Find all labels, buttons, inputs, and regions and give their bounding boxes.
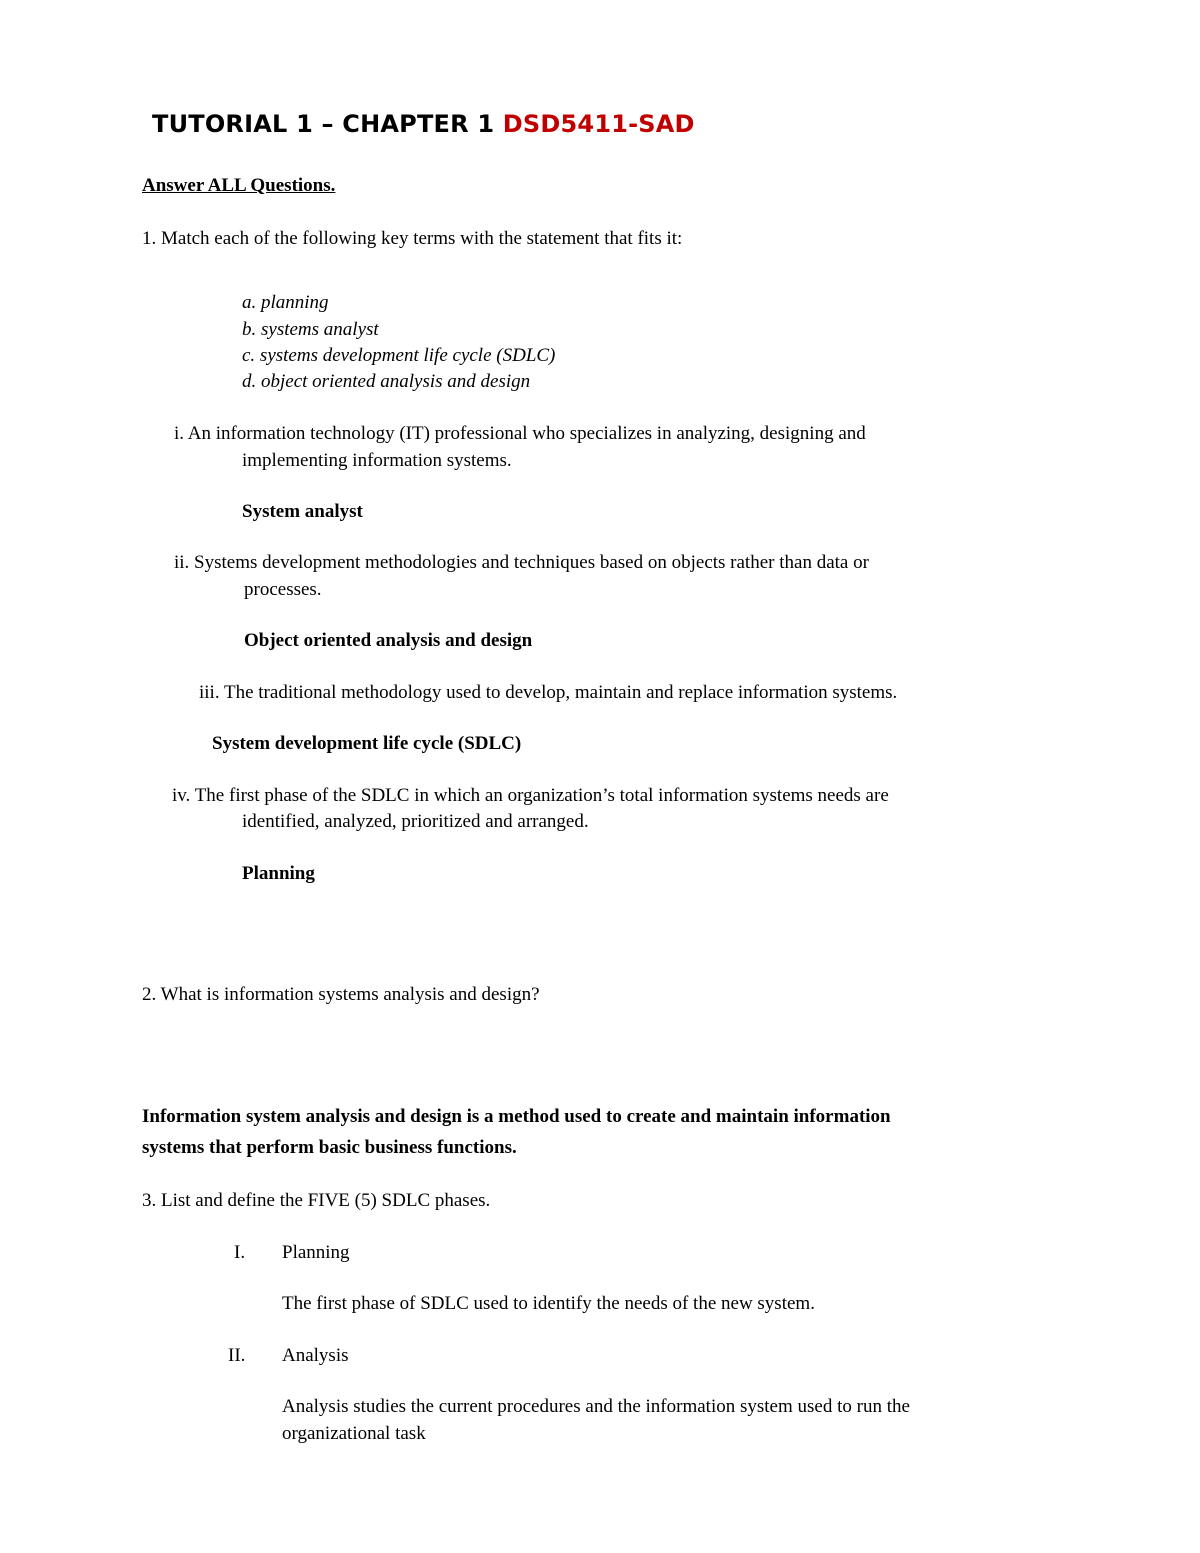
- answer-iv: Planning: [242, 863, 315, 884]
- statement-i: i. An information technology (IT) professional who specializes in analyzing, designing and: [174, 423, 866, 444]
- answer-2: Information system analysis and design is a method used to create and maintain information: [142, 1106, 891, 1127]
- answer-ii: Object oriented analysis and design: [244, 630, 533, 651]
- answer-iii: System development life cycle (SDLC): [212, 733, 522, 754]
- title-main: TUTORIAL 1 – CHAPTER 1: [152, 110, 503, 138]
- document-title: [152, 112, 695, 136]
- statement-iv-cont: identified, analyzed, prioritized and arranged.: [242, 811, 589, 832]
- question-1: 1. Match each of the following key terms with the statement that fits it:: [142, 228, 683, 249]
- term-c: c. systems development life cycle (SDLC): [242, 345, 556, 366]
- term-d: d. object oriented analysis and design: [242, 371, 531, 392]
- statement-ii: ii. Systems development methodologies and techniques based on objects rather than data or: [174, 552, 869, 573]
- course-code: DSD5411-SAD: [502, 110, 695, 138]
- phase-2-definition: Analysis studies the current procedures and the information system used to run the: [282, 1396, 910, 1417]
- phase-2-name: Analysis: [282, 1345, 349, 1366]
- phase-1-numeral: I.: [234, 1242, 246, 1263]
- instruction: Answer ALL Questions.: [142, 175, 336, 196]
- statement-iii: iii. The traditional methodology used to develop, maintain and replace information systems.: [199, 682, 898, 703]
- phase-2-numeral: II.: [228, 1345, 246, 1366]
- phase-1-definition: The first phase of SDLC used to identify the needs of the new system.: [282, 1293, 815, 1314]
- term-b: b. systems analyst: [242, 319, 379, 340]
- answer-2-cont: systems that perform basic business functions.: [142, 1137, 517, 1158]
- statement-ii-cont: processes.: [244, 579, 322, 600]
- answer-i: System analyst: [242, 501, 363, 522]
- phase-1-name: Planning: [282, 1242, 350, 1263]
- question-2: 2. What is information systems analysis and design?: [142, 984, 540, 1005]
- phase-2-definition-cont: organizational task: [282, 1423, 426, 1444]
- statement-i-cont: implementing information systems.: [242, 450, 512, 471]
- statement-iv: iv. The first phase of the SDLC in which an organization’s total information systems needs are: [172, 785, 889, 806]
- term-a: a. planning: [242, 292, 329, 313]
- question-3: 3. List and define the FIVE (5) SDLC phases.: [142, 1190, 491, 1211]
